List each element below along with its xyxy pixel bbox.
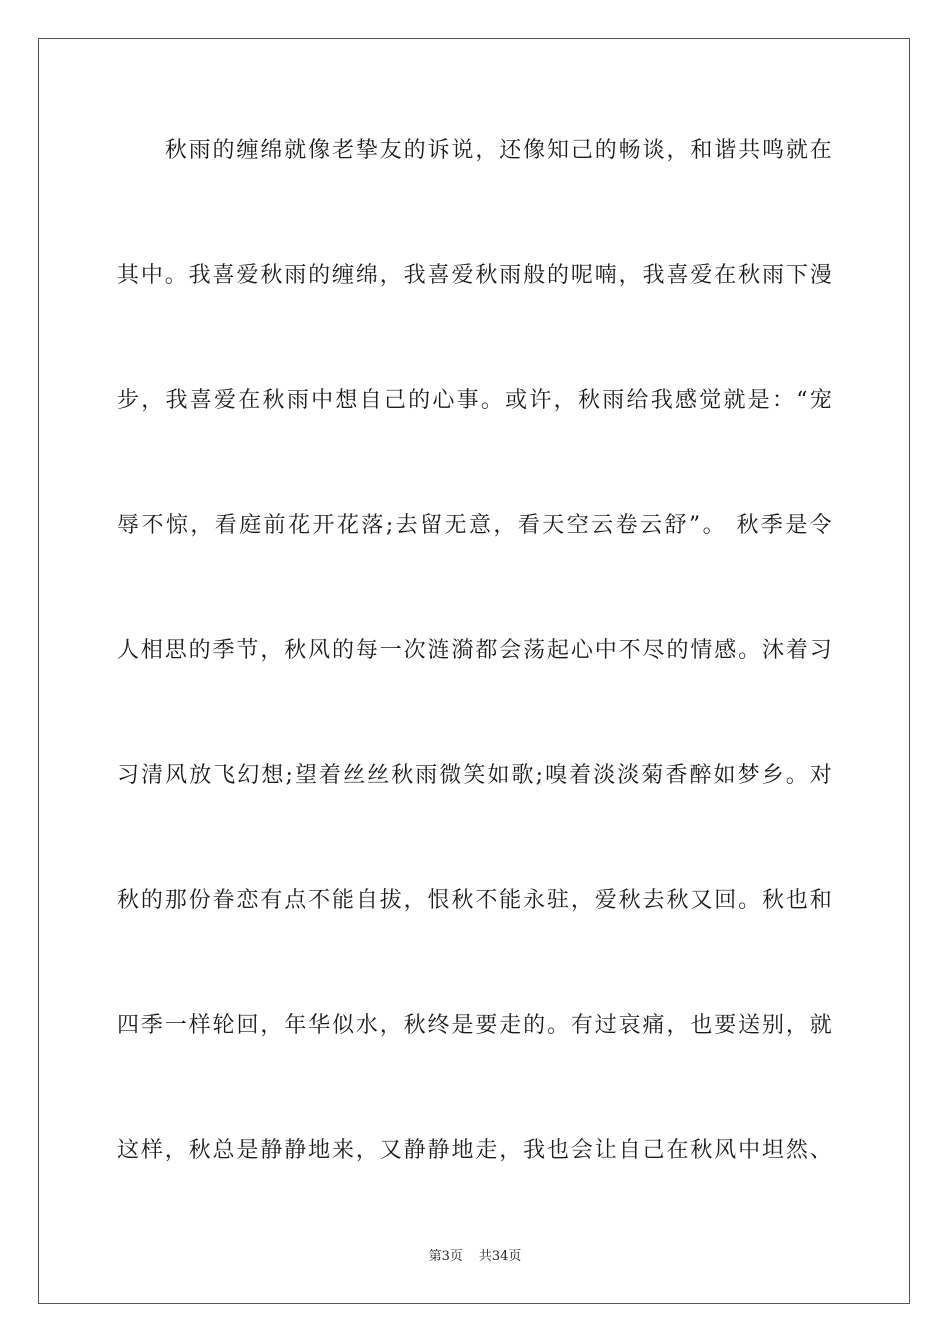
text-line-8: 四季一样轮回，年华似水，秋终是要走的。有过哀痛，也要送别，就 [117,1013,833,1038]
text-line-1: 秋雨的缠绵就像老挚友的诉说，还像知己的畅谈，和谐共鸣就在 [117,138,833,163]
text-line-6: 习清风放飞幻想;望着丝丝秋雨微笑如歌;嗅着淡淡菊香醉如梦乡。对 [117,763,833,788]
text-line-7: 秋的那份眷恋有点不能自拔，恨秋不能永驻，爱秋去秋又回。秋也和 [117,888,833,913]
page-footer [0,1248,950,1266]
text-line-3: 步，我喜爱在秋雨中想自己的心事。或许，秋雨给我感觉就是：“宠 [117,388,833,413]
page-border [38,38,910,1304]
text-line-2: 其中。我喜爱秋雨的缠绵，我喜爱秋雨般的呢喃，我喜爱在秋雨下漫 [117,263,833,288]
text-line-4: 辱不惊，看庭前花开花落;去留无意，看天空云卷云舒”。 秋季是令 [117,513,833,538]
page-number: 第3页 [428,1249,463,1264]
page-total: 共34页 [478,1249,522,1264]
text-line-5: 人相思的季节，秋风的每一次涟漪都会荡起心中不尽的情感。沐着习 [117,638,833,663]
text-line-9: 这样，秋总是静静地来，又静静地走，我也会让自己在秋风中坦然、 [117,1138,833,1163]
